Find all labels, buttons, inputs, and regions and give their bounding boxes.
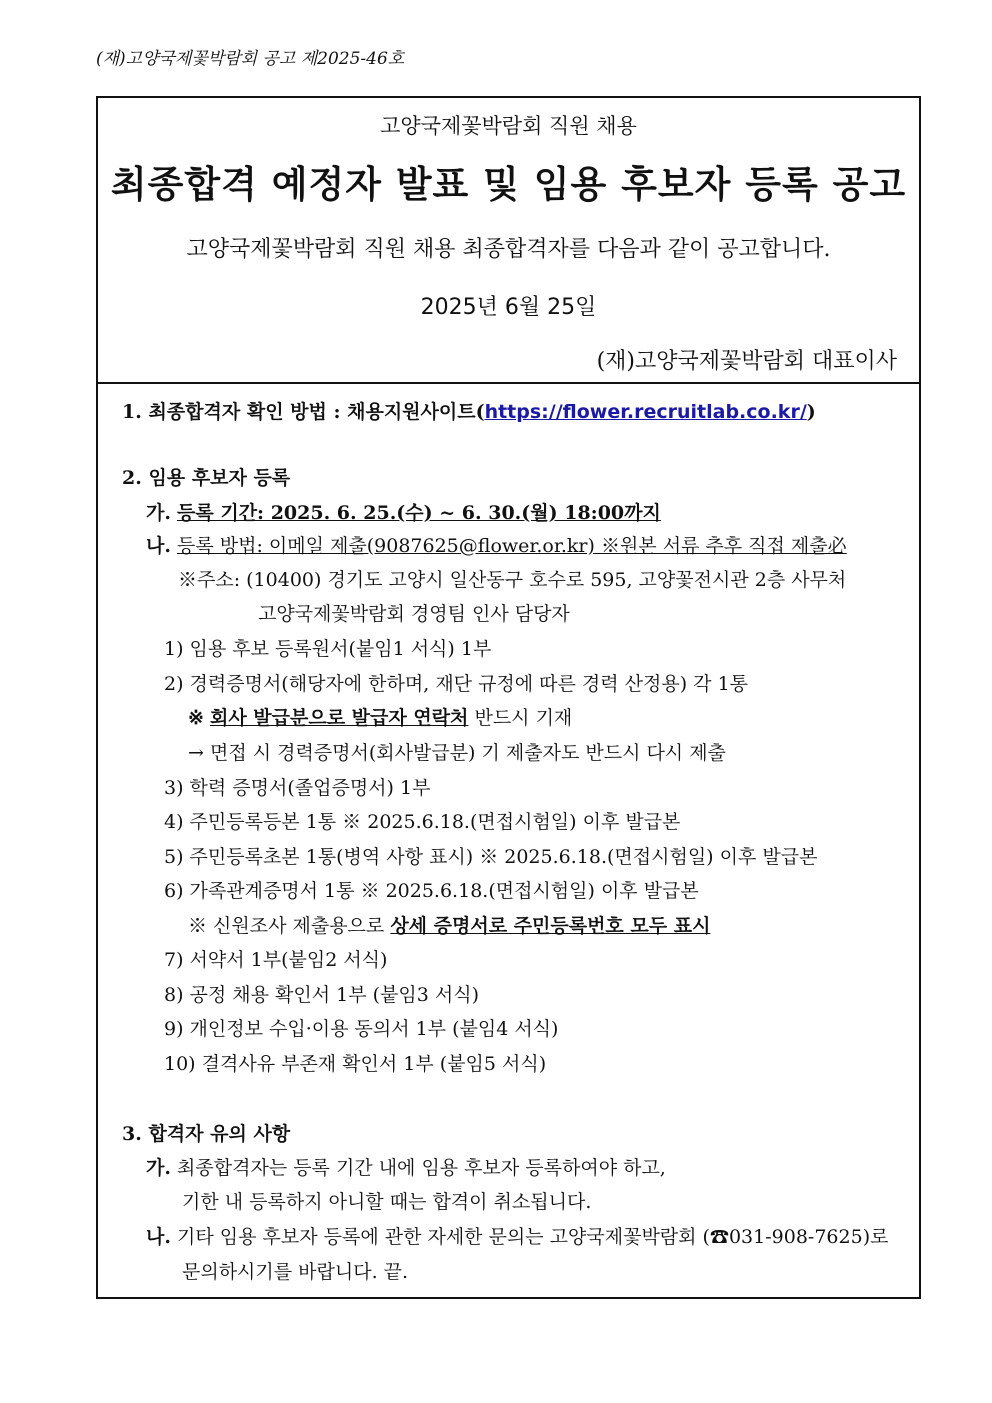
doc-item-2-arrow: → 면접 시 경력증명서(회사발급분) 기 제출자도 반드시 다시 제출: [188, 742, 726, 764]
section3-b-line1: 기타 임용 후보자 등록에 관한 자세한 문의는 고양국제꽃박람회 (☎031-908-7625)로: [177, 1226, 889, 1248]
doc-item-6-note-bold: 상세 증명서로 주민등록번호 모두 표시: [390, 915, 711, 937]
section3-item-a: [146, 1156, 666, 1180]
section1-label: 1. 최종합격자 확인 방법 : 채용지원사이트(: [122, 401, 485, 423]
section1-close: ): [806, 401, 816, 423]
doc-item-6: 6) 가족관계증명서 1통 ※ 2025.6.18.(면접시험일) 이후 발급본: [164, 880, 699, 902]
section3-item-b: [146, 1225, 888, 1249]
registration-period: 등록 기간: 2025. 6. 25.(수) ~ 6. 30.(월) 18:00까지: [177, 502, 661, 524]
section1: [122, 400, 816, 424]
doc-item-6-note: [188, 914, 710, 938]
section3-a-line1: 최종합격자는 등록 기간 내에 임용 후보자 등록하여야 하고,: [177, 1157, 666, 1179]
doc-item-4: 4) 주민등록등본 1통 ※ 2025.6.18.(면접시험일) 이후 발급본: [164, 811, 681, 833]
doc-item-5: 5) 주민등록초본 1통(병역 사항 표시) ※ 2025.6.18.(면접시험일) 이후 발급본: [164, 846, 818, 868]
section3-a-marker: 가.: [146, 1157, 171, 1179]
signer: (재)고양국제꽃박람회 대표이사: [596, 349, 897, 374]
address-line-2: 고양국제꽃박람회 경영팀 인사 담당자: [258, 603, 570, 625]
notice-header: [98, 98, 919, 384]
section3-b-line2: 문의하시기를 바랍니다. 끝.: [182, 1261, 409, 1283]
header-lead: 고양국제꽃박람회 직원 채용 최종합격자를 다음과 같이 공고합니다.: [186, 237, 831, 262]
address-line-1: ※주소: (10400) 경기도 고양시 일산동구 호수로 595, 고양꽃전시관 2층 사무처: [178, 569, 847, 591]
section3-title: 3. 합격자 유의 사항: [122, 1123, 291, 1145]
section2-item-b: [146, 534, 847, 558]
section3-a-line2: 기한 내 등록하지 아니할 때는 합격이 취소됩니다.: [182, 1191, 592, 1213]
doc-item-2-note: [188, 706, 572, 730]
doc-item-2-note-rest: 반드시 기재: [468, 707, 573, 729]
item-b-marker: 나.: [146, 535, 171, 557]
note-mark: ※: [188, 707, 204, 729]
section3-b-marker: 나.: [146, 1226, 171, 1248]
registration-method: 등록 방법: 이메일 제출(9087625@flower.or.kr) ※원본 서류 추후 직접 제출必: [177, 535, 847, 557]
doc-item-1: 1) 임용 후보 등록원서(붙임1 서식) 1부: [164, 638, 492, 660]
doc-item-2: 2) 경력증명서(해당자에 한하며, 재단 규정에 따른 경력 산정용) 각 1통: [164, 673, 749, 695]
doc-item-10: 10) 결격사유 부존재 확인서 1부 (붙임5 서식): [164, 1053, 547, 1075]
section2-title: 2. 임용 후보자 등록: [122, 467, 291, 489]
doc-item-7: 7) 서약서 1부(붙임2 서식): [164, 949, 388, 971]
document-number: (재)고양국제꽃박람회 공고 제2025-46호: [96, 49, 405, 69]
doc-item-9: 9) 개인정보 수입·이용 동의서 1부 (붙임4 서식): [164, 1018, 559, 1040]
doc-item-2-note-bold: 회사 발급분으로 발급자 연락처: [209, 707, 469, 729]
recruit-site-link[interactable]: https://flower.recruitlab.co.kr/: [484, 401, 807, 423]
doc-item-8: 8) 공정 채용 확인서 1부 (붙임3 서식): [164, 984, 479, 1006]
header-subtitle: 고양국제꽃박람회 직원 채용: [380, 114, 637, 138]
page-title: 최종합격 예정자 발표 및 임용 후보자 등록 공고: [110, 163, 907, 206]
section2-item-a: [146, 501, 661, 525]
doc-item-6-note-prefix: ※ 신원조사 제출용으로: [188, 915, 391, 937]
announcement-date: 2025년 6월 25일: [420, 295, 597, 320]
notice-frame: [96, 96, 921, 1299]
item-a-marker: 가.: [146, 502, 171, 524]
doc-item-3: 3) 학력 증명서(졸업증명서) 1부: [164, 777, 431, 799]
